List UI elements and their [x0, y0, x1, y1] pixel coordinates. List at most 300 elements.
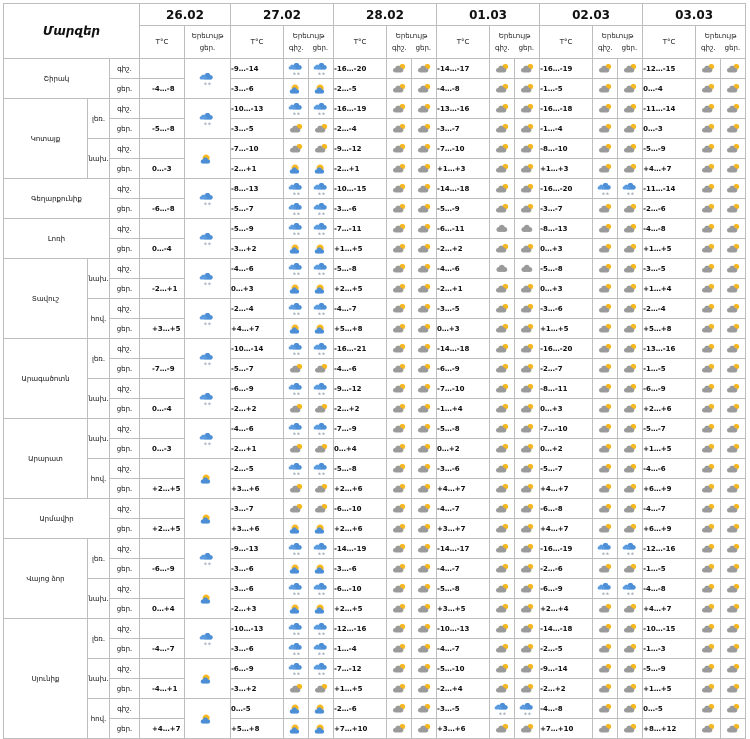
weather-icon [593, 619, 618, 639]
weather-icon [515, 579, 540, 599]
region-name: Գեղարքունիք [4, 179, 110, 219]
temperature-range: +2…+6 [334, 479, 387, 499]
weather-icon [721, 519, 746, 539]
weather-icon [284, 159, 309, 179]
weather-icon [515, 319, 540, 339]
phenomena-header-title: Երեւույթ [395, 32, 428, 40]
svg-text:✻ ✻: ✻ ✻ [203, 642, 212, 646]
temperature-range: +6…+9 [643, 479, 696, 499]
forecast-row [4, 399, 746, 419]
temperature-range: -4…-6 [334, 359, 387, 379]
date-header: 27.02 [231, 4, 334, 26]
weather-icon [309, 719, 334, 739]
weather-icon [515, 459, 540, 479]
weather-icon [309, 359, 334, 379]
temperature-range: -6…-9 [140, 559, 185, 579]
weather-icon [412, 179, 437, 199]
weather-icon [490, 619, 515, 639]
temperature-range: +4…+7 [643, 599, 696, 619]
weather-icon [696, 99, 721, 119]
temperature-range: +1…+5 [334, 679, 387, 699]
weather-icon [387, 679, 412, 699]
weather-icon [593, 659, 618, 679]
weather-icon [490, 219, 515, 239]
weather-icon [387, 579, 412, 599]
temperature-range: -2…+2 [437, 239, 490, 259]
date-header: 02.03 [540, 4, 643, 26]
weather-icon [593, 99, 618, 119]
temperature-range: -4…-7 [140, 639, 185, 659]
weather-icon [696, 579, 721, 599]
forecast-row [4, 59, 746, 79]
weather-icon [185, 619, 231, 659]
weather-icon [696, 719, 721, 739]
phenomena-header [387, 26, 437, 59]
weather-icon [412, 399, 437, 419]
subregion-label: նախ. [88, 379, 110, 419]
weather-icon [284, 319, 309, 339]
temperature-range [140, 659, 185, 679]
weather-icon [309, 559, 334, 579]
weather-icon [412, 59, 437, 79]
weather-icon [284, 299, 309, 319]
phenomena-header-night: գիշ. [391, 44, 407, 52]
temperature-range: 0…-4 [643, 79, 696, 99]
subregion-label: նախ. [88, 579, 110, 619]
weather-icon [490, 479, 515, 499]
svg-text:✻ ✻: ✻ ✻ [292, 112, 300, 116]
weather-icon [284, 239, 309, 259]
weather-icon [309, 399, 334, 419]
temperature-range [140, 219, 185, 239]
forecast-row [4, 699, 746, 719]
weather-icon [721, 339, 746, 359]
weather-icon [618, 179, 643, 199]
subregion-label: լեռ. [88, 619, 110, 659]
weather-icon [593, 159, 618, 179]
forecast-row [4, 99, 746, 119]
svg-text:✻ ✻: ✻ ✻ [601, 192, 609, 196]
temperature-range [140, 379, 185, 399]
weather-icon [284, 699, 309, 719]
time-of-day-label: գիշ. [110, 99, 140, 119]
weather-icon [309, 259, 334, 279]
temperature-range: +2…+5 [140, 479, 185, 499]
weather-icon [490, 679, 515, 699]
weather-icon [309, 319, 334, 339]
forecast-row [4, 199, 746, 219]
time-of-day-label: գիշ. [110, 539, 140, 559]
weather-icon [490, 99, 515, 119]
temperature-range: -6…-9 [231, 659, 284, 679]
weather-icon [284, 479, 309, 499]
temperature-range: -10…-13 [437, 619, 490, 639]
temperature-range: -9…-14 [540, 659, 593, 679]
forecast-row [4, 459, 746, 479]
forecast-row [4, 579, 746, 599]
forecast-table [3, 3, 746, 739]
weather-icon [721, 299, 746, 319]
weather-icon [593, 279, 618, 299]
forecast-row [4, 219, 746, 239]
weather-icon [387, 139, 412, 159]
weather-icon [696, 499, 721, 519]
weather-icon [618, 219, 643, 239]
weather-icon [593, 219, 618, 239]
weather-icon [721, 239, 746, 259]
weather-icon [387, 279, 412, 299]
forecast-row [4, 359, 746, 379]
temperature-range [140, 299, 185, 319]
temperature-range: -16…-19 [334, 99, 387, 119]
forecast-row [4, 659, 746, 679]
weather-icon [309, 419, 334, 439]
weather-icon [696, 299, 721, 319]
temperature-range: +2…+6 [334, 519, 387, 539]
weather-icon [387, 439, 412, 459]
svg-text:✻ ✻: ✻ ✻ [292, 392, 300, 396]
temperature-range: -2…+1 [231, 439, 284, 459]
weather-icon [490, 299, 515, 319]
svg-text:✻ ✻: ✻ ✻ [292, 432, 300, 436]
weather-icon [412, 539, 437, 559]
weather-icon [515, 159, 540, 179]
temp-header: T°C [140, 26, 185, 59]
weather-icon [696, 399, 721, 419]
time-of-day-label: ցեր. [110, 439, 140, 459]
temperature-range: -1…-5 [540, 79, 593, 99]
weather-icon [412, 579, 437, 599]
weather-icon [696, 659, 721, 679]
weather-icon [387, 379, 412, 399]
weather-icon [696, 219, 721, 239]
subregion-label: լեռ. [88, 99, 110, 139]
forecast-row [4, 119, 746, 139]
temperature-range: -2…+1 [140, 279, 185, 299]
phenomena-header-day: ցեր. [415, 44, 432, 52]
weather-icon [284, 139, 309, 159]
weather-icon [618, 419, 643, 439]
weather-icon [309, 219, 334, 239]
temperature-range: -6…-11 [437, 219, 490, 239]
weather-icon [387, 179, 412, 199]
temperature-range: -2…+2 [231, 399, 284, 419]
weather-icon [618, 619, 643, 639]
temperature-range: -5…-8 [140, 119, 185, 139]
temperature-range [140, 699, 185, 719]
temperature-range [140, 499, 185, 519]
weather-icon [412, 459, 437, 479]
weather-icon [515, 639, 540, 659]
weather-icon [696, 559, 721, 579]
weather-icon [309, 99, 334, 119]
weather-icon [696, 179, 721, 199]
phenomena-header-day: ցեր. [518, 44, 535, 52]
weather-icon [309, 379, 334, 399]
temperature-range: +2…+4 [540, 599, 593, 619]
forecast-row [4, 519, 746, 539]
weather-icon [309, 699, 334, 719]
time-of-day-label: ցեր. [110, 479, 140, 499]
weather-icon [185, 179, 231, 219]
temperature-range: -16…-18 [540, 99, 593, 119]
weather-icon [515, 439, 540, 459]
svg-text:✻ ✻: ✻ ✻ [317, 312, 325, 316]
temperature-range: -6…-9 [643, 379, 696, 399]
date-header: 26.02 [140, 4, 231, 26]
weather-icon [721, 139, 746, 159]
temperature-range: -4…-8 [540, 699, 593, 719]
weather-icon [412, 659, 437, 679]
temperature-range: -16…-21 [334, 339, 387, 359]
weather-icon [618, 199, 643, 219]
weather-icon [185, 379, 231, 419]
weather-icon [515, 299, 540, 319]
weather-icon [696, 339, 721, 359]
weather-icon [618, 319, 643, 339]
weather-icon [593, 599, 618, 619]
temperature-range: -4…-7 [437, 499, 490, 519]
weather-icon [721, 179, 746, 199]
weather-icon [515, 99, 540, 119]
temperature-range: -2…-4 [334, 119, 387, 139]
temperature-range [140, 539, 185, 559]
time-of-day-label: գիշ. [110, 59, 140, 79]
temperature-range: -3…-5 [437, 699, 490, 719]
weather-icon [412, 139, 437, 159]
svg-text:✻ ✻: ✻ ✻ [292, 472, 300, 476]
temperature-range: +8…+12 [643, 719, 696, 739]
weather-icon [515, 539, 540, 559]
temperature-range [140, 99, 185, 119]
weather-icon [490, 539, 515, 559]
temperature-range: -5…-7 [540, 459, 593, 479]
weather-icon [618, 79, 643, 99]
forecast-row [4, 599, 746, 619]
weather-icon [515, 479, 540, 499]
weather-icon [490, 419, 515, 439]
weather-icon [593, 719, 618, 739]
svg-text:✻ ✻: ✻ ✻ [317, 652, 325, 656]
time-of-day-label: ցեր. [110, 719, 140, 739]
weather-icon [721, 119, 746, 139]
temperature-range: -1…-5 [643, 559, 696, 579]
weather-icon [696, 439, 721, 459]
weather-icon [309, 239, 334, 259]
weather-icon [618, 719, 643, 739]
weather-icon [515, 339, 540, 359]
weather-icon [618, 499, 643, 519]
weather-icon [721, 579, 746, 599]
date-header: 03.03 [643, 4, 746, 26]
weather-icon [387, 699, 412, 719]
weather-icon [284, 659, 309, 679]
temperature-range: 0…+3 [540, 399, 593, 419]
weather-icon [618, 379, 643, 399]
weather-icon [185, 139, 231, 179]
weather-icon [490, 119, 515, 139]
weather-icon [515, 199, 540, 219]
weather-icon [618, 459, 643, 479]
phenomena-header-title: Երեւույթ [191, 32, 224, 40]
weather-icon [309, 199, 334, 219]
weather-icon [284, 419, 309, 439]
weather-icon [618, 579, 643, 599]
weather-icon [412, 479, 437, 499]
weather-icon [412, 299, 437, 319]
weather-icon [696, 59, 721, 79]
temperature-range: -3…-7 [231, 499, 284, 519]
weather-icon [618, 359, 643, 379]
svg-text:✻ ✻: ✻ ✻ [317, 72, 325, 76]
temperature-range: -14…-18 [540, 619, 593, 639]
time-of-day-label: ցեր. [110, 199, 140, 219]
temperature-range: -3…-7 [540, 199, 593, 219]
temperature-range: +1…+5 [643, 679, 696, 699]
weather-icon [412, 639, 437, 659]
time-of-day-label: գիշ. [110, 459, 140, 479]
weather-icon [309, 459, 334, 479]
temperature-range: 0…-3 [140, 159, 185, 179]
weather-icon [284, 599, 309, 619]
region-name: Կոտայք [4, 99, 88, 179]
phenomena-header-title: Երեւույթ [498, 32, 531, 40]
forecast-row [4, 619, 746, 639]
region-name: Տավուշ [4, 259, 88, 339]
weather-icon [387, 419, 412, 439]
weather-icon [387, 719, 412, 739]
temperature-range: -4…-6 [437, 259, 490, 279]
weather-icon [387, 459, 412, 479]
weather-icon [696, 279, 721, 299]
weather-icon [618, 159, 643, 179]
time-of-day-label: ցեր. [110, 359, 140, 379]
temperature-range: +4…+7 [437, 479, 490, 499]
weather-icon [593, 439, 618, 459]
temperature-range: -1…-4 [540, 119, 593, 139]
weather-icon [593, 139, 618, 159]
weather-icon [515, 379, 540, 399]
weather-icon [593, 399, 618, 419]
temperature-range [140, 259, 185, 279]
forecast-row [4, 419, 746, 439]
temperature-range: -8…-13 [231, 179, 284, 199]
svg-text:✻ ✻: ✻ ✻ [203, 82, 212, 86]
weather-icon [696, 199, 721, 219]
weather-icon [618, 279, 643, 299]
weather-icon [284, 179, 309, 199]
temperature-range: -2…-5 [334, 79, 387, 99]
weather-icon [515, 499, 540, 519]
time-of-day-label: գիշ. [110, 579, 140, 599]
weather-icon [309, 479, 334, 499]
temperature-range: -3…-6 [231, 79, 284, 99]
weather-icon [387, 479, 412, 499]
forecast-row [4, 139, 746, 159]
weather-icon [490, 59, 515, 79]
temperature-range: -2…-5 [540, 639, 593, 659]
temperature-range: -7…-10 [231, 139, 284, 159]
phenomena-header-night: գիշ. [597, 44, 613, 52]
weather-icon [593, 119, 618, 139]
temperature-range: -11…-14 [643, 99, 696, 119]
weather-icon [593, 339, 618, 359]
weather-icon [593, 479, 618, 499]
weather-icon [593, 699, 618, 719]
svg-text:✻ ✻: ✻ ✻ [317, 592, 325, 596]
svg-text:✻ ✻: ✻ ✻ [203, 442, 212, 446]
temperature-range: +5…+8 [334, 319, 387, 339]
weather-icon [593, 539, 618, 559]
temperature-range: +1…+5 [643, 239, 696, 259]
temperature-range: -5…-8 [437, 419, 490, 439]
forecast-row [4, 719, 746, 739]
weather-icon [593, 579, 618, 599]
svg-text:✻ ✻: ✻ ✻ [292, 212, 300, 216]
weather-icon [412, 279, 437, 299]
weather-icon [284, 359, 309, 379]
svg-text:✻ ✻: ✻ ✻ [203, 402, 212, 406]
temperature-range: 0…-4 [140, 399, 185, 419]
temperature-range [140, 619, 185, 639]
svg-text:✻ ✻: ✻ ✻ [626, 192, 634, 196]
temperature-range: -3…-5 [231, 119, 284, 139]
weather-icon [593, 459, 618, 479]
date-header: 28.02 [334, 4, 437, 26]
temperature-range: -9…-12 [334, 139, 387, 159]
temperature-range [140, 459, 185, 479]
weather-icon [185, 339, 231, 379]
temperature-range: -3…+2 [231, 239, 284, 259]
svg-text:✻ ✻: ✻ ✻ [317, 192, 325, 196]
temperature-range: -5…-9 [643, 139, 696, 159]
svg-text:✻ ✻: ✻ ✻ [292, 272, 300, 276]
subregion-label: նախ. [88, 259, 110, 299]
weather-icon [309, 499, 334, 519]
weather-icon [515, 179, 540, 199]
weather-icon [721, 599, 746, 619]
phenomena-header [593, 26, 643, 59]
weather-icon [618, 119, 643, 139]
weather-icon [593, 359, 618, 379]
region-name: Վայոց ձոր [4, 539, 88, 619]
weather-icon [721, 719, 746, 739]
weather-icon [309, 299, 334, 319]
temperature-range: -6…-8 [540, 499, 593, 519]
weather-icon [185, 419, 231, 459]
temperature-range: -5…-8 [334, 259, 387, 279]
temperature-range: -2…+4 [437, 679, 490, 699]
weather-icon [515, 659, 540, 679]
weather-icon [412, 439, 437, 459]
weather-icon [284, 219, 309, 239]
weather-icon [309, 179, 334, 199]
temperature-range: -16…-20 [540, 339, 593, 359]
forecast-row [4, 79, 746, 99]
temperature-range: -4…-8 [643, 219, 696, 239]
temperature-range: -14…-19 [334, 539, 387, 559]
temperature-range: -5…-7 [643, 419, 696, 439]
svg-text:✻ ✻: ✻ ✻ [203, 322, 212, 326]
weather-icon [515, 559, 540, 579]
svg-text:✻ ✻: ✻ ✻ [292, 632, 300, 636]
temperature-range: -14…-17 [437, 539, 490, 559]
weather-icon [412, 219, 437, 239]
svg-text:✻ ✻: ✻ ✻ [292, 592, 300, 596]
time-of-day-label: ցեր. [110, 159, 140, 179]
weather-icon [593, 419, 618, 439]
weather-icon [618, 559, 643, 579]
